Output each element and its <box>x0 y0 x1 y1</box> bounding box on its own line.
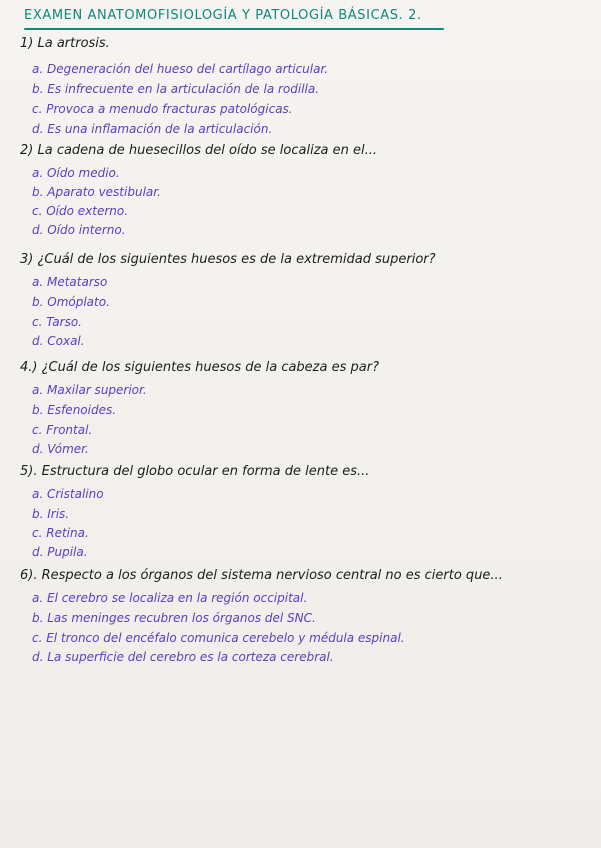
question-4-option-a: a. Maxilar superior. <box>32 383 147 397</box>
question-1: 1) La artrosis. <box>20 36 110 51</box>
question-1-option-a: a. Degeneración del hueso del cartílago articular. <box>32 62 329 76</box>
question-6-option-d: d. La superficie del cerebro es la corteza cerebral. <box>32 650 334 664</box>
question-3-option-b: b. Omóplato. <box>32 295 110 309</box>
question-1-option-d: d. Es una inflamación de la articulación. <box>32 122 273 136</box>
question-3-option-d: d. Coxal. <box>32 334 85 348</box>
question-2-option-d: d. Oído interno. <box>32 223 126 237</box>
title-underline <box>24 28 444 30</box>
question-5-option-a: a. Cristalino <box>32 487 104 501</box>
question-1-option-c: c. Provoca a menudo fracturas patológicas. <box>32 102 293 116</box>
question-2-option-b: b. Aparato vestibular. <box>32 185 161 199</box>
question-4-option-b: b. Esfenoides. <box>32 403 117 417</box>
question-1-option-b: b. Es infrecuente en la articulación de la rodilla. <box>32 82 320 96</box>
question-3-option-a: a. Metatarso <box>32 275 108 289</box>
question-5-option-d: d. Pupila. <box>32 545 88 559</box>
question-5: 5). Estructura del globo ocular en forma de lente es... <box>20 464 370 479</box>
question-3: 3) ¿Cuál de los siguientes huesos es de la extremidad superior? <box>20 252 436 267</box>
question-4-option-c: c. Frontal. <box>32 423 93 437</box>
question-2-option-c: c. Oído externo. <box>32 204 129 218</box>
exam-title: EXAMEN ANATOMOFISIOLOGÍA Y PATOLOGÍA BÁSICAS. 2. <box>24 8 422 23</box>
question-4: 4.) ¿Cuál de los siguientes huesos de la cabeza es par? <box>20 360 379 375</box>
question-2: 2) La cadena de huesecillos del oído se localiza en el... <box>20 143 377 158</box>
question-2-option-a: a. Oído medio. <box>32 166 120 180</box>
question-6-option-c: c. El tronco del encéfalo comunica cerebelo y médula espinal. <box>32 631 405 645</box>
question-4-option-d: d. Vómer. <box>32 442 89 456</box>
question-6-option-a: a. El cerebro se localiza en la región occipital. <box>32 591 308 605</box>
question-5-option-c: c. Retina. <box>32 526 89 540</box>
question-5-option-b: b. Iris. <box>32 507 70 521</box>
question-6-option-b: b. Las meninges recubren los órganos del SNC. <box>32 611 316 625</box>
question-6: 6). Respecto a los órganos del sistema nervioso central no es cierto que... <box>20 568 503 583</box>
question-3-option-c: c. Tarso. <box>32 315 82 329</box>
